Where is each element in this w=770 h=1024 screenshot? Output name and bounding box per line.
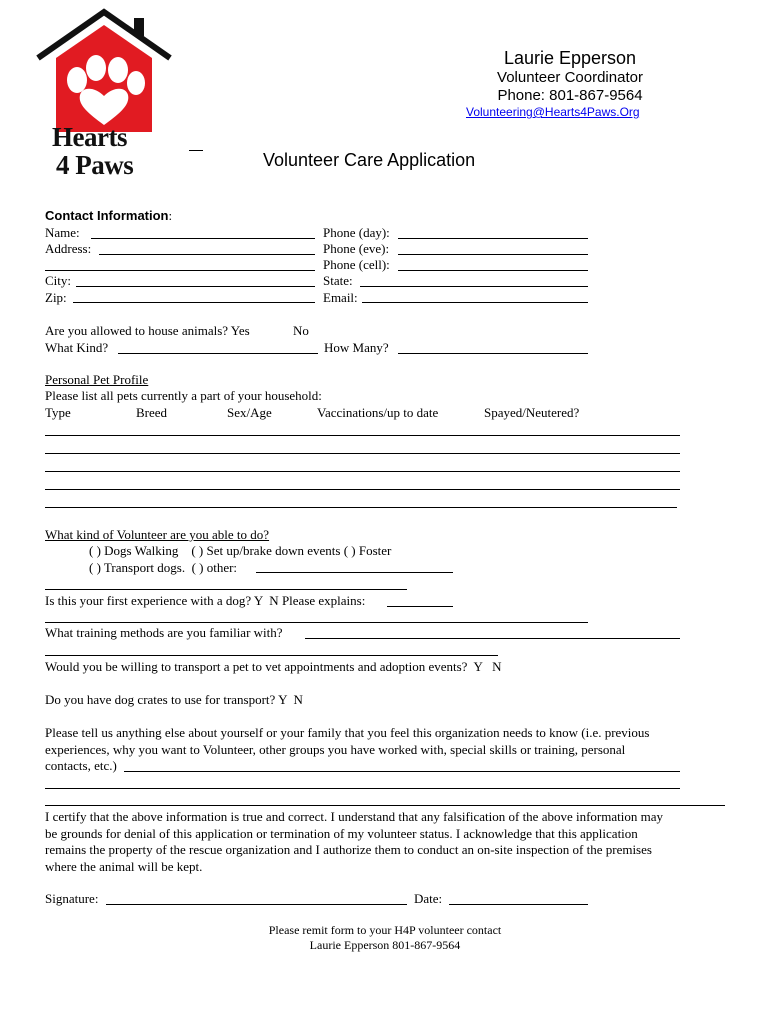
- first-experience-field[interactable]: [387, 606, 453, 607]
- phone-day-field[interactable]: [398, 238, 588, 239]
- footer-contact: Laurie Epperson 801-867-9564: [309, 938, 461, 952]
- phone-cell-field[interactable]: [398, 270, 588, 271]
- certify-line3: remains the property of the rescue organization and I authorize them to conduct an on-site inspection of the premises: [45, 842, 652, 857]
- crates-question: Do you have dog crates to use for transport? Y N: [45, 692, 303, 707]
- what-kind-field[interactable]: [118, 353, 318, 354]
- how-many-label: How Many?: [324, 340, 389, 355]
- volunteer-other-field-line2[interactable]: [45, 589, 407, 590]
- email-field[interactable]: [362, 302, 588, 303]
- address-field[interactable]: [99, 254, 315, 255]
- coordinator-role: Volunteer Coordinator: [497, 69, 643, 86]
- paw-house-icon: [34, 8, 184, 138]
- pet-column-vaccinations: Vaccinations/up to date: [317, 405, 439, 420]
- phone-eve-label: Phone (eve):: [323, 241, 390, 256]
- pet-row-line[interactable]: [45, 489, 680, 490]
- pet-row-line[interactable]: [45, 453, 680, 454]
- zip-label: Zip:: [45, 290, 67, 305]
- how-many-field[interactable]: [398, 353, 588, 354]
- pet-column-spayed: Spayed/Neutered?: [484, 405, 580, 420]
- zip-field[interactable]: [73, 302, 315, 303]
- tell-us-field-line2[interactable]: [45, 788, 680, 789]
- certify-line1: I certify that the above information is true and correct. I understand that any falsification of the above information may: [45, 809, 664, 824]
- state-field[interactable]: [360, 286, 588, 287]
- contact-heading-text: Contact Information: [45, 208, 169, 223]
- page-title: Volunteer Care Application: [263, 150, 476, 170]
- pet-column-type: Type: [45, 405, 71, 420]
- address-field-line2[interactable]: [45, 270, 315, 271]
- training-field[interactable]: [305, 638, 680, 639]
- contact-heading-colon: :: [168, 208, 173, 223]
- title-dash: [189, 150, 203, 151]
- transport-vet-question: Would you be willing to transport a pet to vet appointments and adoption events? Y N: [45, 659, 502, 674]
- pet-row-line[interactable]: [45, 435, 680, 436]
- coordinator-name: Laurie Epperson: [503, 48, 637, 68]
- pet-row-line[interactable]: [45, 507, 677, 508]
- tell-us-field-line3[interactable]: [45, 805, 725, 806]
- certify-line2: be grounds for denial of this application or termination of my volunteer status. I acknowledge that this application: [45, 826, 638, 841]
- footer-remit: Please remit form to your H4P volunteer contact: [268, 923, 502, 937]
- phone-eve-field[interactable]: [398, 254, 588, 255]
- pet-profile-instruction: Please list all pets currently a part of your household:: [45, 388, 322, 403]
- state-label: State:: [323, 273, 353, 288]
- tell-us-line2: experiences, why you want to Volunteer, other groups you have worked with, special skills or training, personal: [45, 742, 626, 757]
- name-label: Name:: [45, 225, 80, 240]
- date-label: Date:: [414, 891, 443, 906]
- logo-text-line2: 4 Paws: [56, 150, 134, 180]
- tell-us-line1: Please tell us anything else about yourself or your family that you feel this organization needs to know (i.e. previous: [45, 725, 650, 740]
- date-field[interactable]: [449, 904, 588, 905]
- certify-line4: where the animal will be kept.: [45, 859, 203, 874]
- tell-us-field[interactable]: [124, 771, 680, 772]
- pet-column-breed: Breed: [136, 405, 168, 420]
- house-animals-no[interactable]: No: [293, 323, 309, 338]
- phone-day-label: Phone (day):: [323, 225, 390, 240]
- email-label: Email:: [323, 290, 358, 305]
- pet-row-line[interactable]: [45, 471, 680, 472]
- volunteer-options-line2[interactable]: ( ) Transport dogs. ( ) other:: [89, 560, 238, 575]
- training-question: What training methods are you familiar with?: [45, 625, 283, 640]
- logo-text-line1: Hearts: [52, 122, 127, 152]
- volunteer-question: What kind of Volunteer are you able to do?: [45, 527, 270, 542]
- phone-cell-label: Phone (cell):: [323, 257, 390, 272]
- city-label: City:: [45, 273, 72, 288]
- training-field-line2[interactable]: [45, 655, 498, 656]
- signature-label: Signature:: [45, 891, 99, 906]
- pet-profile-heading: Personal Pet Profile: [45, 372, 149, 387]
- first-experience-question: Is this your first experience with a dog? Y N Please explains:: [45, 593, 366, 608]
- signature-field[interactable]: [106, 904, 407, 905]
- city-field[interactable]: [76, 286, 315, 287]
- pet-column-sex-age: Sex/Age: [227, 405, 272, 420]
- volunteer-other-field[interactable]: [256, 572, 453, 573]
- first-experience-field-line2[interactable]: [45, 622, 588, 623]
- name-field[interactable]: [91, 238, 315, 239]
- contact-heading: [45, 208, 172, 224]
- coordinator-phone: Phone: 801-867-9564: [497, 87, 643, 104]
- address-label: Address:: [45, 241, 92, 256]
- tell-us-line3: contacts, etc.): [45, 758, 117, 773]
- coordinator-email-link[interactable]: Volunteering@Hearts4Paws.Org: [466, 105, 640, 119]
- house-animals-question: Are you allowed to house animals? Yes: [45, 323, 250, 338]
- what-kind-label: What Kind?: [45, 340, 109, 355]
- volunteer-options-line1[interactable]: ( ) Dogs Walking ( ) Set up/brake down events ( ) Foster: [89, 543, 392, 558]
